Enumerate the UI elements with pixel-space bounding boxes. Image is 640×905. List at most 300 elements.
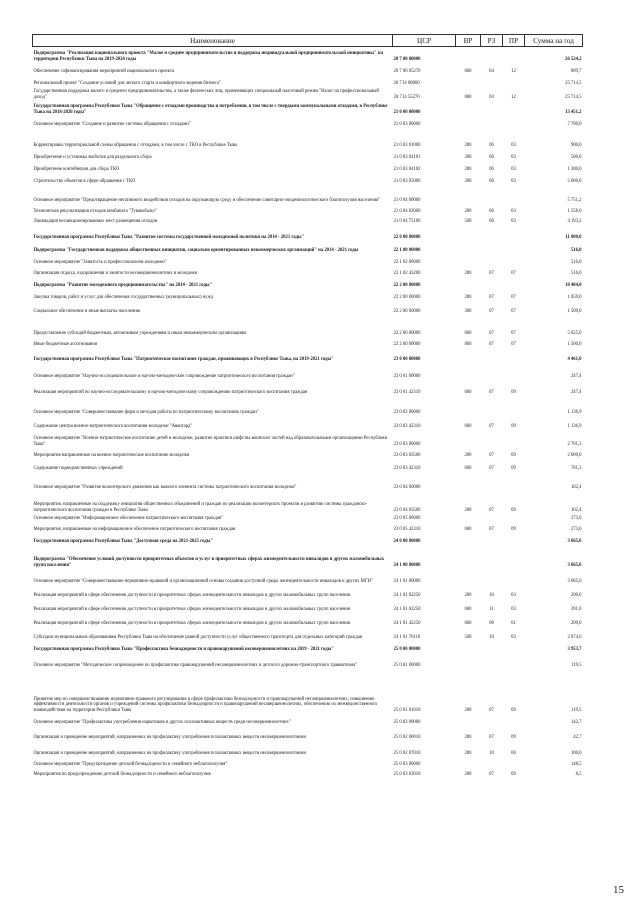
row-name: Государственная программа Республики Тыва "Развитие системы государственной молодежной политики на 2014 - 2021 годы": [33, 234, 305, 240]
row-name: Основное мероприятие "Совершенствование нормативно-правовой и организационной основы создания доступной среды жизнедеятельности инвалидов и других МГН": [33, 578, 373, 584]
row-pr: 03: [511, 606, 516, 612]
row-sum: 3 665,6: [567, 578, 582, 584]
row-name: Государственная поддержка малого и среднего предпринимательства, а также физических лиц, применяющих специальный налоговый режим "Налог на профессиональный доход": [33, 89, 379, 100]
row-sum: 5 751,2: [567, 197, 582, 203]
row-vr: 200: [464, 166, 472, 172]
row-sum: 119,5: [571, 707, 582, 713]
row-sum: 3 665,6: [567, 538, 582, 544]
table-row: [33, 627, 583, 641]
row-vr: 200: [464, 592, 472, 598]
row-name: Приобретение и установка экоботов для раздельного сбора: [33, 154, 152, 160]
row-pr: 03: [511, 154, 516, 160]
row-rz: [481, 254, 503, 266]
row-sum: 2 874,6: [567, 634, 582, 640]
row-vr: [456, 396, 481, 416]
row-name: Основное мероприятие "Предупреждение детской безнадзорности и семейного неблагополучия": [33, 761, 228, 767]
row-csr-code: 22 2 00 00000: [393, 308, 421, 314]
row-vr: [456, 185, 481, 204]
row-vr: 300: [464, 308, 472, 314]
row-rz: 07: [489, 452, 494, 458]
row-rz: 11: [489, 606, 494, 612]
row-name: Основное мероприятие "Предотвращение негативного воздействия отходов на окружающую среду и обеспечение санитарно-эпидемиологического благополучия населения": [33, 197, 381, 203]
row-rz: 07: [489, 507, 494, 513]
row-pr: [503, 241, 525, 254]
row-vr: 200: [464, 208, 472, 214]
row-sum: 142,7: [570, 719, 582, 725]
row-rz: [481, 185, 503, 204]
row-pr: 09: [511, 771, 516, 777]
row-name: Техническая рекультивация отходов комбината "Тувакобальт": [33, 208, 158, 214]
row-name: Реализация мероприятий по научно-исследовательскому и научно-методическому сопровождению патриотического воспитания граждан: [33, 389, 308, 395]
row-vr: 200: [464, 154, 472, 160]
row-rz: [481, 757, 503, 768]
table-row: [33, 161, 583, 173]
row-rz: [481, 641, 503, 653]
row-name: Основное мероприятие "Научно-исследовательское и научно-методическое сопровождение патриотического воспитания граждан": [33, 373, 295, 379]
row-pr: [503, 75, 525, 87]
row-csr-code: 23 0 03 42310: [393, 465, 421, 471]
row-csr-code: 23 0 04 03500: [393, 507, 421, 513]
table-row: [33, 585, 583, 599]
row-pr: 09: [511, 423, 516, 429]
row-vr: 200: [464, 270, 472, 276]
row-vr: [456, 348, 481, 363]
table-row: [33, 337, 583, 348]
row-pr: 09: [511, 734, 516, 740]
row-rz: [481, 277, 503, 289]
table-row: [33, 669, 583, 714]
row-sum: 500,0: [570, 154, 582, 160]
row-pr: 03: [511, 142, 516, 148]
row-csr-code: 24 1 00 00000: [393, 562, 421, 568]
row-pr: [503, 348, 525, 363]
row-csr-code: 24 1 01 42250: [393, 620, 421, 626]
row-name: Подпрограмма "Развитие молодежного предпринимательства" на 2014 - 2021 годы": [33, 282, 213, 288]
header-csr: ЦСР: [393, 35, 456, 47]
row-csr-code: 23 0 05 00000: [393, 515, 421, 521]
row-vr: 200: [464, 750, 472, 756]
row-csr-code: 25 0 02 00010: [393, 734, 421, 740]
row-name: Организация отдыха, оздоровления и занятости несовершеннолетних и молодежи: [33, 270, 198, 276]
table-row: [33, 569, 583, 585]
row-name: Ликвидация несанкционированных мест размещения отходов: [33, 218, 158, 224]
row-vr: 600: [464, 330, 472, 336]
row-rz: [481, 225, 503, 241]
row-vr: 200: [464, 142, 472, 148]
header-name: Наименование: [33, 35, 393, 47]
row-vr: 600: [464, 68, 472, 74]
table-row: [33, 289, 583, 301]
row-sum: 1 859,0: [567, 294, 582, 300]
row-rz: 06: [489, 154, 494, 160]
row-csr-code: 22 2 00 00000: [393, 294, 421, 300]
table-row: [33, 47, 583, 63]
row-vr: [456, 47, 481, 63]
table-body: [33, 47, 583, 778]
row-sum: 516,0: [570, 247, 582, 253]
row-vr: 600: [464, 465, 472, 471]
row-csr-code: 22 2 00 00000: [393, 330, 421, 336]
row-pr: [503, 254, 525, 266]
row-sum: 25 714,5: [565, 80, 582, 86]
table-row: [33, 363, 583, 380]
row-vr: [456, 569, 481, 585]
row-rz: 06: [489, 178, 494, 184]
row-name: Реализация мероприятий в сфере обеспечения доступности в приоритетных сферах жизнедеятельности инвалидов и других маломобильных групп населения: [33, 592, 351, 598]
row-name: Подпрограмма "Обеспечение условий доступности приоритетных объектов и услуг в приоритетных сферах жизнедеятельности инвалидов и других маломобильных групп населения": [33, 557, 385, 568]
row-csr-code: 20 7 I4 55270: [393, 94, 420, 100]
row-name: Основное мероприятие "Информационное обеспечение патриотического воспитания граждан": [33, 515, 224, 521]
row-name: Организация и проведение мероприятий, направленных на профилактику употребления психоактивных веществ несовершеннолетними: [33, 734, 306, 740]
row-pr: 09: [511, 707, 516, 713]
row-sum: 5 000,0: [567, 178, 582, 184]
row-rz: [481, 430, 503, 448]
row-rz: [481, 653, 503, 669]
row-vr: [456, 101, 481, 116]
row-rz: [481, 514, 503, 522]
row-sum: 42,7: [573, 734, 582, 740]
row-csr-code: 22 1 02 43200: [393, 270, 421, 276]
row-name: Принятие мер по совершенствованию нормативно-правового регулирования в сфере профилактики безнадзорности и правонарушений несовершеннолетних, повышению эффективности деятельности органов и учреждений системы профилактики безнадзорности и правонарушений несовершеннолетних, обеспечению их межведомственного взаимодействия на территории Республики Тыва: [33, 697, 378, 713]
row-sum: 3 953,7: [567, 646, 582, 652]
row-name: Основное мероприятие "Создание и развитие системы обращения с отходами": [33, 121, 191, 127]
row-csr-code: 21 0 04 00000: [393, 197, 421, 203]
row-rz: 08: [489, 620, 494, 626]
row-pr: 07: [511, 270, 516, 276]
row-csr-code: 22 2 00 00000: [393, 282, 421, 288]
row-vr: [456, 277, 481, 289]
row-sum: 4 461,0: [567, 356, 582, 362]
row-sum: 5 625,0: [567, 330, 582, 336]
row-csr-code: 22 1 02 00000: [393, 259, 421, 265]
row-name: Мероприятия направленные на военно-патриотическое воспитание молодежи: [33, 452, 190, 458]
row-sum: 900,0: [570, 142, 582, 148]
row-name: Обеспечение софинансирования мероприятий национального проекта: [33, 68, 175, 74]
table-row: [33, 241, 583, 254]
row-sum: 13 451,2: [565, 109, 582, 115]
row-csr-code: 22 2 00 00000: [393, 341, 421, 347]
row-name: Приобретение контейнеров для сбора ТКО: [33, 166, 120, 172]
row-csr-code: 23 0 02 42310: [393, 423, 421, 429]
row-pr: 09: [511, 465, 516, 471]
row-rz: 07: [489, 308, 494, 314]
row-rz: [481, 116, 503, 128]
header-vr: ВР: [456, 35, 481, 47]
row-name: Государственная программа Республики Тыва "Патриотическое воспитание граждан, проживающих в Республике Тыва, на 2019-2021 годы": [33, 356, 334, 362]
row-sum: 7 700,0: [567, 121, 582, 127]
table-row: [33, 128, 583, 149]
table-row: [33, 63, 583, 75]
row-sum: 516,0: [570, 270, 582, 276]
row-rz: 07: [489, 707, 494, 713]
row-pr: [503, 641, 525, 653]
row-vr: 200: [464, 452, 472, 458]
table-row: [33, 714, 583, 726]
table-row: [33, 514, 583, 522]
row-pr: 07: [511, 294, 516, 300]
table-row: [33, 75, 583, 87]
row-sum: 148,5: [570, 761, 582, 767]
row-pr: [503, 225, 525, 241]
row-name: Подпрограмма "Реализация национального проекта "Малое и среднее предпринимательство и поддержка индивидуальной предпринимательской инициативы" на территории Республики Тыва на 2019-2024 годы: [33, 51, 383, 62]
table-row: [33, 641, 583, 653]
row-pr: 03: [511, 592, 516, 598]
row-csr-code: 21 0 03 04102: [393, 166, 421, 172]
row-vr: 800: [464, 341, 472, 347]
row-name: Строительство объектов в сфере обращения с ТКО: [33, 178, 136, 184]
row-rz: [481, 241, 503, 254]
table-row: [33, 522, 583, 533]
row-rz: 07: [489, 341, 494, 347]
row-pr: 03: [511, 178, 516, 184]
row-vr: [456, 757, 481, 768]
row-pr: [503, 472, 525, 491]
row-csr-code: 21 0 03 05000: [393, 178, 421, 184]
row-sum: 701,3: [570, 465, 582, 471]
row-vr: 600: [464, 606, 472, 612]
row-rz: [481, 348, 503, 363]
row-pr: [503, 277, 525, 289]
row-rz: [481, 533, 503, 545]
row-name: Основное мероприятие "Развитие волонтерского движения как важного элемента системы патриотического воспитания молодежи": [33, 484, 297, 490]
row-csr-code: 21 0 03 04101: [393, 154, 421, 160]
page-number: 15: [613, 884, 624, 896]
row-sum: 3 665,6: [567, 562, 582, 568]
table-row: [33, 185, 583, 204]
row-csr-code: 21 0 00 00000: [393, 109, 421, 115]
row-sum: 391,0: [570, 606, 582, 612]
table-row: [33, 380, 583, 396]
row-rz: 06: [489, 166, 494, 172]
row-csr-code: 23 0 01 00000: [393, 373, 421, 379]
row-rz: 06: [489, 142, 494, 148]
row-csr-code: 22 1 00 00000: [393, 247, 421, 253]
row-name: Мероприятия, направленные на поддержку инициатив общественных объединений и граждан по реализации волонтерских проектов и развитию системы гражданско-патриотического воспитания граждан в Республике Тыва: [33, 502, 368, 513]
row-rz: 10: [489, 750, 494, 756]
row-csr-code: 20 7 00 05270: [393, 68, 421, 74]
row-csr-code: 21 0 03 00000: [393, 121, 421, 127]
row-vr: [456, 241, 481, 254]
row-rz: 07: [489, 294, 494, 300]
row-pr: 09: [511, 507, 516, 513]
table-row: [33, 726, 583, 741]
row-sum: 102,4: [570, 484, 582, 490]
row-rz: 07: [489, 389, 494, 395]
row-vr: [456, 363, 481, 380]
row-sum: 1 136,9: [567, 409, 582, 415]
row-vr: [456, 714, 481, 726]
row-name: Основное мероприятие "Военно-патриотическое воспитание детей и молодежи, развитие практики шефства воинских частей над образовательными организациями Республики Тыва": [33, 436, 388, 447]
row-rz: 07: [489, 270, 494, 276]
table-row: [33, 396, 583, 416]
row-pr: [503, 757, 525, 768]
row-sum: 2 701,3: [567, 441, 582, 447]
header-sum: Сумма на год: [525, 35, 583, 47]
row-sum: 200,0: [570, 592, 582, 598]
row-csr-code: 24 1 01 76110: [393, 634, 421, 640]
row-rz: [481, 363, 503, 380]
row-vr: [456, 75, 481, 87]
table-row: [33, 173, 583, 185]
row-pr: [503, 545, 525, 569]
row-csr-code: 23 0 00 00000: [393, 356, 421, 362]
table-row: [33, 533, 583, 545]
row-csr-code: 21 0 04 75100: [393, 218, 421, 224]
row-sum: 273,0: [570, 515, 582, 521]
row-vr: [456, 653, 481, 669]
row-csr-code: 25 0 03 03010: [393, 771, 421, 777]
row-rz: 10: [489, 592, 494, 598]
row-sum: 26 524,2: [565, 56, 582, 62]
row-csr-code: 23 0 02 00000: [393, 409, 421, 415]
row-vr: [456, 254, 481, 266]
table-row: [33, 491, 583, 514]
row-rz: 04: [489, 94, 494, 100]
row-csr-code: 24 0 00 00000: [393, 538, 421, 544]
table-row: [33, 315, 583, 337]
row-name: Основное мероприятие "Совершенствование форм и методов работы по патриотическому воспитанию граждан": [33, 409, 259, 415]
row-vr: 200: [464, 771, 472, 777]
row-name: Субсидии муниципальным образованиям Республики Тыва на обеспечение равной доступности услуг общественного транспорта для отдельных категорий граждан: [33, 634, 363, 640]
row-rz: 06: [489, 218, 494, 224]
row-sum: 247,4: [570, 373, 582, 379]
row-pr: [503, 185, 525, 204]
row-csr-code: 25 0 00 00000: [393, 646, 421, 652]
row-name: Содержание подведомственных учреждений: [33, 465, 123, 471]
row-name: Социальное обеспечение и иные выплаты населению: [33, 308, 141, 314]
row-rz: 07: [489, 526, 494, 532]
row-sum: 100,0: [570, 750, 582, 756]
row-sum: 1 300,0: [567, 166, 582, 172]
row-csr-code: 21 0 03 01000: [393, 142, 421, 148]
row-rz: [481, 472, 503, 491]
row-pr: 09: [511, 452, 516, 458]
row-name: Закупка товаров, работ и услуг для обеспечения государственных (муниципальных) нужд: [33, 294, 214, 300]
row-vr: [456, 545, 481, 569]
row-pr: [503, 430, 525, 448]
row-sum: 200,0: [570, 620, 582, 626]
row-csr-code: 25 0 01 01010: [393, 707, 421, 713]
row-csr-code: 24 1 01 00000: [393, 578, 421, 584]
table-row: [33, 254, 583, 266]
row-sum: 25 714,5: [565, 94, 582, 100]
row-pr: 07: [511, 330, 516, 336]
row-csr-code: 20 7 00 00000: [393, 56, 421, 62]
table-row: [33, 545, 583, 569]
row-vr: [456, 472, 481, 491]
table-row: [33, 599, 583, 613]
row-sum: 102,4: [570, 507, 582, 513]
row-pr: 12: [511, 68, 516, 74]
row-vr: [456, 430, 481, 448]
row-rz: [481, 714, 503, 726]
row-vr: 600: [464, 423, 472, 429]
row-pr: 12: [511, 94, 516, 100]
row-pr: 03: [511, 208, 516, 214]
row-pr: 03: [511, 634, 516, 640]
row-pr: 09: [511, 526, 516, 532]
table-row: [33, 348, 583, 363]
row-vr: [456, 116, 481, 128]
row-name: Государственная программа Республики Тыва "Доступная среда на 2021-2025 годы": [33, 538, 214, 544]
row-name: Основное мероприятие "Занятость и профессионализм молодежи": [33, 259, 167, 265]
row-csr-code: 23 0 03 03500: [393, 452, 421, 458]
row-name: Реализация мероприятий в сфере обеспечения доступности в приоритетных сферах жизнедеятельности инвалидов и других маломобильных групп населения: [33, 620, 351, 626]
row-name: Основное мероприятие "Методическое сопровождение по профилактике правонарушений несовершеннолетних и детского дорожно-транспортного травматизма": [33, 662, 358, 668]
row-pr: 06: [511, 750, 516, 756]
row-pr: 01: [511, 620, 516, 626]
row-sum: 11 000,0: [565, 234, 582, 240]
row-pr: [503, 714, 525, 726]
row-rz: [481, 75, 503, 87]
row-csr-code: 25 0 02 07010: [393, 750, 421, 756]
row-vr: 800: [464, 94, 472, 100]
row-rz: 07: [489, 734, 494, 740]
row-pr: 03: [511, 166, 516, 172]
row-sum: 119,5: [571, 662, 582, 668]
row-name: Государственная программа Республики Тыва "Профилактика безнадзорности и правонарушений несовершеннолетних на 2019 - 2021 годы": [33, 646, 334, 652]
table-header-row: [33, 35, 583, 47]
table-row: [33, 101, 583, 116]
table-row: [33, 149, 583, 161]
table-row: [33, 757, 583, 768]
row-rz: 07: [489, 465, 494, 471]
row-csr-code: 20 7 I4 00000: [393, 80, 420, 86]
row-name: Предоставление субсидий бюджетным, автономным учреждениям и иным некоммерческим организациям: [33, 330, 246, 336]
row-sum: 10 484,0: [565, 282, 582, 288]
row-csr-code: 25 0 02 00000: [393, 719, 421, 725]
row-sum: 1 136,9: [567, 423, 582, 429]
row-sum: 247,4: [570, 389, 582, 395]
row-name: Иные бюджетные ассигнования: [33, 341, 97, 347]
table-row: [33, 215, 583, 225]
table-row: [33, 768, 583, 778]
budget-document: [32, 34, 582, 778]
row-name: Основное мероприятие "Профилактика употребления наркотиков и других психоактивных веществ среди несовершеннолетних": [33, 719, 291, 725]
row-rz: [481, 545, 503, 569]
row-vr: 200: [464, 734, 472, 740]
table-row: [33, 459, 583, 472]
table-row: [33, 266, 583, 277]
row-pr: [503, 514, 525, 522]
row-vr: [456, 514, 481, 522]
row-vr: [456, 641, 481, 653]
row-csr-code: 23 0 01 42310: [393, 389, 421, 395]
row-rz: 07: [489, 771, 494, 777]
row-sum: 8,5: [575, 771, 582, 777]
row-vr: 500: [464, 218, 472, 224]
row-rz: 10: [489, 634, 494, 640]
row-pr: 07: [511, 341, 516, 347]
row-vr: [456, 225, 481, 241]
row-pr: 07: [511, 308, 516, 314]
row-rz: [481, 47, 503, 63]
table-row: [33, 653, 583, 669]
row-pr: [503, 653, 525, 669]
row-vr: 200: [464, 707, 472, 713]
row-name: Государственная программа Республики Тыва "Обращение с отходами производства и потребления, в том числе с твердыми коммунальными отходами, в Республике Тыва на 2018-2026 годы": [33, 104, 388, 115]
row-vr: 200: [464, 178, 472, 184]
row-rz: [481, 101, 503, 116]
budget-table: [32, 34, 583, 778]
row-name: Реализация мероприятий в сфере обеспечения доступности в приоритетных сферах жизнедеятельности инвалидов и других маломобильных групп населения: [33, 606, 351, 612]
table-row: [33, 472, 583, 491]
row-sum: 273,0: [570, 526, 582, 532]
row-sum: 516,0: [570, 259, 582, 265]
row-vr: [456, 533, 481, 545]
row-csr-code: 25 0 01 00000: [393, 662, 421, 668]
row-csr-code: 22 0 00 00000: [393, 234, 421, 240]
